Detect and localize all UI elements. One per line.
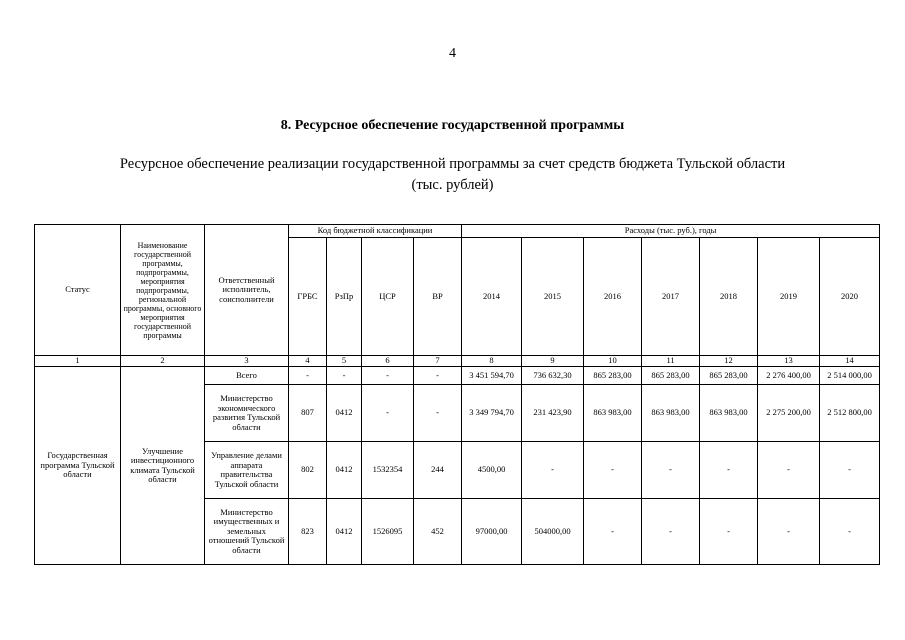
amount-cell: 736 632,30 — [522, 367, 584, 385]
column-number: 12 — [700, 356, 758, 367]
status-cell: Государственная программа Тульской области — [35, 367, 121, 565]
header-expenses-group: Расходы (тыс. руб.), годы — [462, 225, 880, 238]
amount-cell: - — [700, 442, 758, 499]
amount-cell: 863 983,00 — [700, 385, 758, 442]
table-row — [35, 367, 880, 385]
csr-cell: 1526095 — [362, 499, 414, 565]
column-number: 6 — [362, 356, 414, 367]
column-number: 7 — [414, 356, 462, 367]
amount-cell: 865 283,00 — [642, 367, 700, 385]
vr-cell: - — [414, 385, 462, 442]
section-heading: 8. Ресурсное обеспечение государственной программы — [280, 118, 625, 133]
amount-cell: 4500,00 — [462, 442, 522, 499]
column-number: 14 — [820, 356, 880, 367]
header-year: 2017 — [642, 238, 700, 356]
executor-cell: Министерство экономического развития Тульской области — [205, 385, 289, 442]
csr-cell: 1532354 — [362, 442, 414, 499]
column-number-row — [35, 356, 880, 367]
column-number: 8 — [462, 356, 522, 367]
amount-cell: 3 349 794,70 — [462, 385, 522, 442]
amount-cell: 863 983,00 — [642, 385, 700, 442]
amount-cell: 231 423,90 — [522, 385, 584, 442]
header-year: 2019 — [758, 238, 820, 356]
amount-cell: - — [584, 442, 642, 499]
header-rzpr: РзПр — [327, 238, 362, 356]
caption-line-2: (тыс. рублей) — [411, 177, 494, 193]
amount-cell: - — [642, 442, 700, 499]
grbs-cell: 807 — [289, 385, 327, 442]
header-year: 2015 — [522, 238, 584, 356]
table-caption — [60, 154, 845, 196]
amount-cell: 2 275 200,00 — [758, 385, 820, 442]
rzpr-cell: - — [327, 367, 362, 385]
amount-cell: 97000,00 — [462, 499, 522, 565]
grbs-cell: - — [289, 367, 327, 385]
amount-cell: - — [820, 442, 880, 499]
program-name-cell: Улучшение инвестиционного климата Тульской области — [121, 367, 205, 565]
amount-cell: 2 276 400,00 — [758, 367, 820, 385]
header-executor: Ответственный исполнитель, соисполнители — [205, 225, 289, 356]
column-number: 9 — [522, 356, 584, 367]
amount-cell: - — [758, 442, 820, 499]
executor-cell: Всего — [205, 367, 289, 385]
amount-cell: - — [820, 499, 880, 565]
rzpr-cell: 0412 — [327, 385, 362, 442]
amount-cell: 504000,00 — [522, 499, 584, 565]
amount-cell: - — [758, 499, 820, 565]
header-year: 2014 — [462, 238, 522, 356]
amount-cell: 2 512 800,00 — [820, 385, 880, 442]
rzpr-cell: 0412 — [327, 499, 362, 565]
header-budget-code-group: Код бюджетной классификации — [289, 225, 462, 238]
amount-cell: 865 283,00 — [584, 367, 642, 385]
column-number: 5 — [327, 356, 362, 367]
amount-cell: - — [700, 499, 758, 565]
column-number: 2 — [121, 356, 205, 367]
executor-cell: Министерство имущественных и земельных отношений Тульской области — [205, 499, 289, 565]
vr-cell: 244 — [414, 442, 462, 499]
column-number: 10 — [584, 356, 642, 367]
amount-cell: - — [522, 442, 584, 499]
column-number: 11 — [642, 356, 700, 367]
header-year: 2020 — [820, 238, 880, 356]
caption-line-1: Ресурсное обеспечение реализации государственной программы за счет средств бюджета Тульской области — [119, 156, 786, 172]
vr-cell: - — [414, 367, 462, 385]
csr-cell: - — [362, 367, 414, 385]
amount-cell: - — [642, 499, 700, 565]
amount-cell: - — [584, 499, 642, 565]
csr-cell: - — [362, 385, 414, 442]
resource-table — [34, 224, 880, 565]
amount-cell: 865 283,00 — [700, 367, 758, 385]
vr-cell: 452 — [414, 499, 462, 565]
header-csr: ЦСР — [362, 238, 414, 356]
page-number: 4 — [449, 46, 456, 61]
header-year: 2016 — [584, 238, 642, 356]
grbs-cell: 823 — [289, 499, 327, 565]
header-grbs: ГРБС — [289, 238, 327, 356]
column-number: 4 — [289, 356, 327, 367]
header-year: 2018 — [700, 238, 758, 356]
amount-cell: 3 451 594,70 — [462, 367, 522, 385]
executor-cell: Управление делами аппарата правительства Тульской области — [205, 442, 289, 499]
rzpr-cell: 0412 — [327, 442, 362, 499]
amount-cell: 863 983,00 — [584, 385, 642, 442]
header-name: Наименование государственной программы, подпрограммы, мероприятия подпрограммы, региональной программы, основного мероприятия государственной программы — [121, 225, 205, 356]
grbs-cell: 802 — [289, 442, 327, 499]
header-status: Статус — [35, 225, 121, 356]
header-vr: ВР — [414, 238, 462, 356]
column-number: 3 — [205, 356, 289, 367]
column-number: 1 — [35, 356, 121, 367]
column-number: 13 — [758, 356, 820, 367]
amount-cell: 2 514 000,00 — [820, 367, 880, 385]
